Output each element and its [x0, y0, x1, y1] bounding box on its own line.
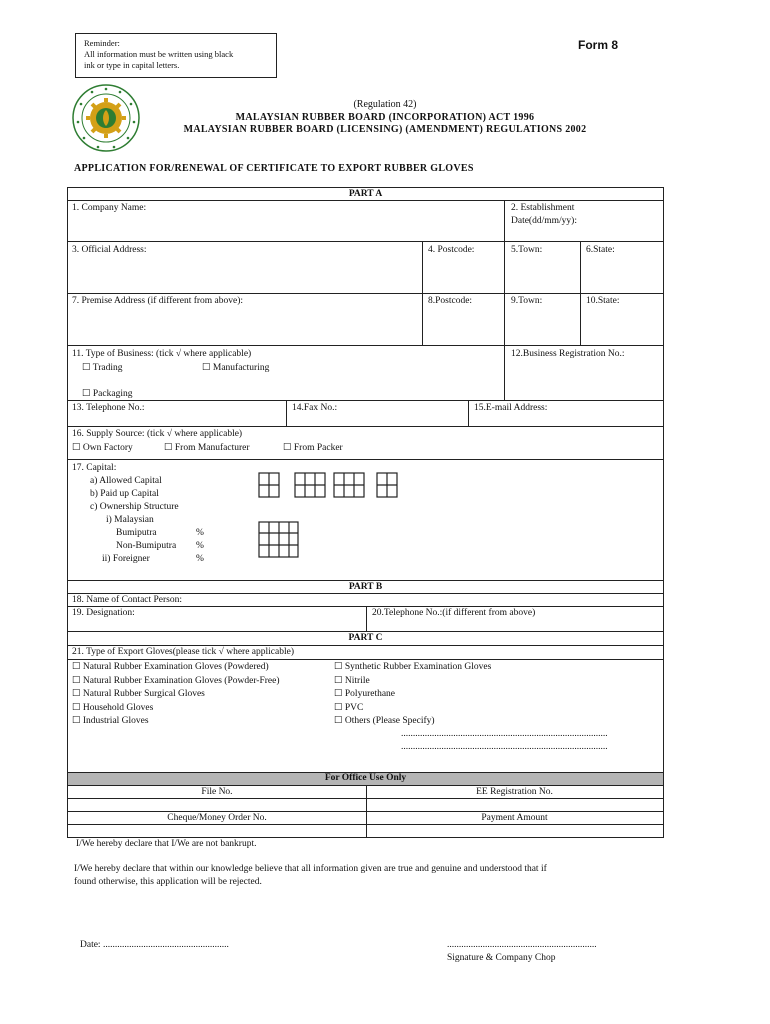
premise-state-label: 10.State:: [586, 296, 620, 306]
signature-label: Signature & Company Chop: [447, 953, 556, 963]
manufacturing-checkbox[interactable]: ☐ Manufacturing: [202, 363, 270, 373]
from-manufacturer-checkbox[interactable]: ☐ From Manufacturer: [164, 443, 250, 453]
polyurethane-checkbox[interactable]: ☐ Polyurethane: [334, 689, 396, 699]
non-bumiputra-label: Non-Bumiputra: [116, 541, 177, 551]
designation-label: 19. Designation:: [72, 608, 135, 618]
industrial-checkbox[interactable]: ☐ Industrial Gloves: [72, 716, 149, 726]
bankrupt-declaration: I/We hereby declare that I/We are not bankrupt.: [76, 839, 257, 849]
others-specify-line-2[interactable]: .......................................................................................: [401, 742, 608, 752]
business-registration-label: 12.Business Registration No.:: [511, 349, 625, 359]
synthetic-exam-checkbox[interactable]: ☐ Synthetic Rubber Examination Gloves: [334, 662, 492, 672]
telephone-label: 13. Telephone No.:: [72, 403, 145, 413]
fax-label: 14.Fax No.:: [292, 403, 338, 413]
application-form: [67, 187, 664, 838]
others-checkbox[interactable]: ☐ Others (Please Specify): [334, 716, 435, 726]
file-no-label: File No.: [201, 787, 233, 797]
reminder-line-3: ink or type in capital letters.: [84, 60, 180, 70]
ee-registration-label: EE Registration No.: [476, 787, 553, 797]
signature-line[interactable]: ...............................................................: [447, 940, 597, 950]
email-label: 15.E-mail Address:: [474, 403, 548, 413]
genuine-declaration-line-2: found otherwise, this application will be rejected.: [74, 877, 262, 887]
bumiputra-label: Bumiputra: [116, 528, 157, 538]
premise-postcode-label: 8.Postcode:: [428, 296, 473, 306]
household-checkbox[interactable]: ☐ Household Gloves: [72, 703, 154, 713]
premise-town-label: 9.Town:: [511, 296, 543, 306]
supply-source-label: 16. Supply Source: (tick √ where applicable): [72, 429, 243, 439]
form-number: Form 8: [578, 38, 619, 52]
part-a-title: PART A: [348, 189, 383, 199]
ownership-percent-grid[interactable]: [258, 521, 300, 559]
postcode-label: 4. Postcode:: [428, 245, 475, 255]
part-b-title: PART B: [348, 582, 383, 592]
nr-surgical-checkbox[interactable]: ☐ Natural Rubber Surgical Gloves: [72, 689, 205, 699]
premise-address-label: 7. Premise Address (if different from above):: [72, 296, 244, 306]
application-title: APPLICATION FOR/RENEWAL OF CERTIFICATE TO EXPORT RUBBER GLOVES: [74, 163, 474, 174]
pvc-checkbox[interactable]: ☐ PVC: [334, 703, 364, 713]
act-title: MALAYSIAN RUBBER BOARD (INCORPORATION) ACT 1996: [235, 112, 535, 123]
bumiputra-percent: %: [196, 528, 204, 538]
official-address-label: 3. Official Address:: [72, 245, 147, 255]
nitrile-checkbox[interactable]: ☐ Nitrile: [334, 676, 370, 686]
allowed-capital-label: a) Allowed Capital: [90, 476, 162, 486]
alt-telephone-label: 20.Telephone No.:(if different from above): [372, 608, 536, 618]
ownership-structure-label: c) Ownership Structure: [90, 502, 179, 512]
contact-person-label: 18. Name of Contact Person:: [72, 595, 183, 605]
date-field[interactable]: Date: .....................................................: [80, 940, 229, 950]
payment-amount-label: Payment Amount: [481, 813, 548, 823]
nr-exam-powdered-checkbox[interactable]: ☐ Natural Rubber Examination Gloves (Powdered): [72, 662, 269, 672]
establishment-date-label: Date(dd/mm/yy):: [511, 216, 577, 226]
regulation-number: (Regulation 42): [353, 99, 417, 110]
foreigner-percent: %: [196, 554, 204, 564]
state-label: 6.State:: [586, 245, 615, 255]
packaging-checkbox[interactable]: ☐ Packaging: [82, 389, 133, 399]
establishment-label: 2. Establishment: [511, 203, 575, 213]
others-specify-line-1[interactable]: .......................................................................................: [401, 729, 608, 739]
town-label: 5.Town:: [511, 245, 543, 255]
cheque-label: Cheque/Money Order No.: [167, 813, 267, 823]
foreigner-label: ii) Foreigner: [102, 554, 150, 564]
paid-up-capital-label: b) Paid up Capital: [90, 489, 159, 499]
reminder-title: Reminder:: [84, 38, 120, 48]
reminder-line-2: All information must be written using black: [84, 49, 234, 59]
nr-exam-powder-free-checkbox[interactable]: ☐ Natural Rubber Examination Gloves (Powder-Free): [72, 676, 280, 686]
reminder-box: [75, 33, 277, 78]
trading-checkbox[interactable]: ☐ Trading: [82, 363, 123, 373]
malaysian-label: i) Malaysian: [106, 515, 154, 525]
glove-type-label: 21. Type of Export Gloves(please tick √ where applicable): [72, 647, 295, 657]
part-c-title: PART C: [348, 633, 383, 643]
office-use-title: For Office Use Only: [324, 773, 407, 783]
business-type-label: 11. Type of Business: (tick √ where applicable): [72, 349, 252, 359]
regulations-title: MALAYSIAN RUBBER BOARD (LICENSING) (AMENDMENT) REGULATIONS 2002: [183, 124, 587, 135]
genuine-declaration-line-1: I/We hereby declare that within our knowledge believe that all information given are true and genuine and understood that if: [74, 864, 547, 874]
capital-digit-grid[interactable]: [258, 472, 398, 500]
non-bumiputra-percent: %: [196, 541, 204, 551]
own-factory-checkbox[interactable]: ☐ Own Factory: [72, 443, 133, 453]
from-packer-checkbox[interactable]: ☐ From Packer: [283, 443, 343, 453]
capital-label: 17. Capital:: [72, 463, 117, 473]
company-name-label: 1. Company Name:: [72, 203, 147, 213]
